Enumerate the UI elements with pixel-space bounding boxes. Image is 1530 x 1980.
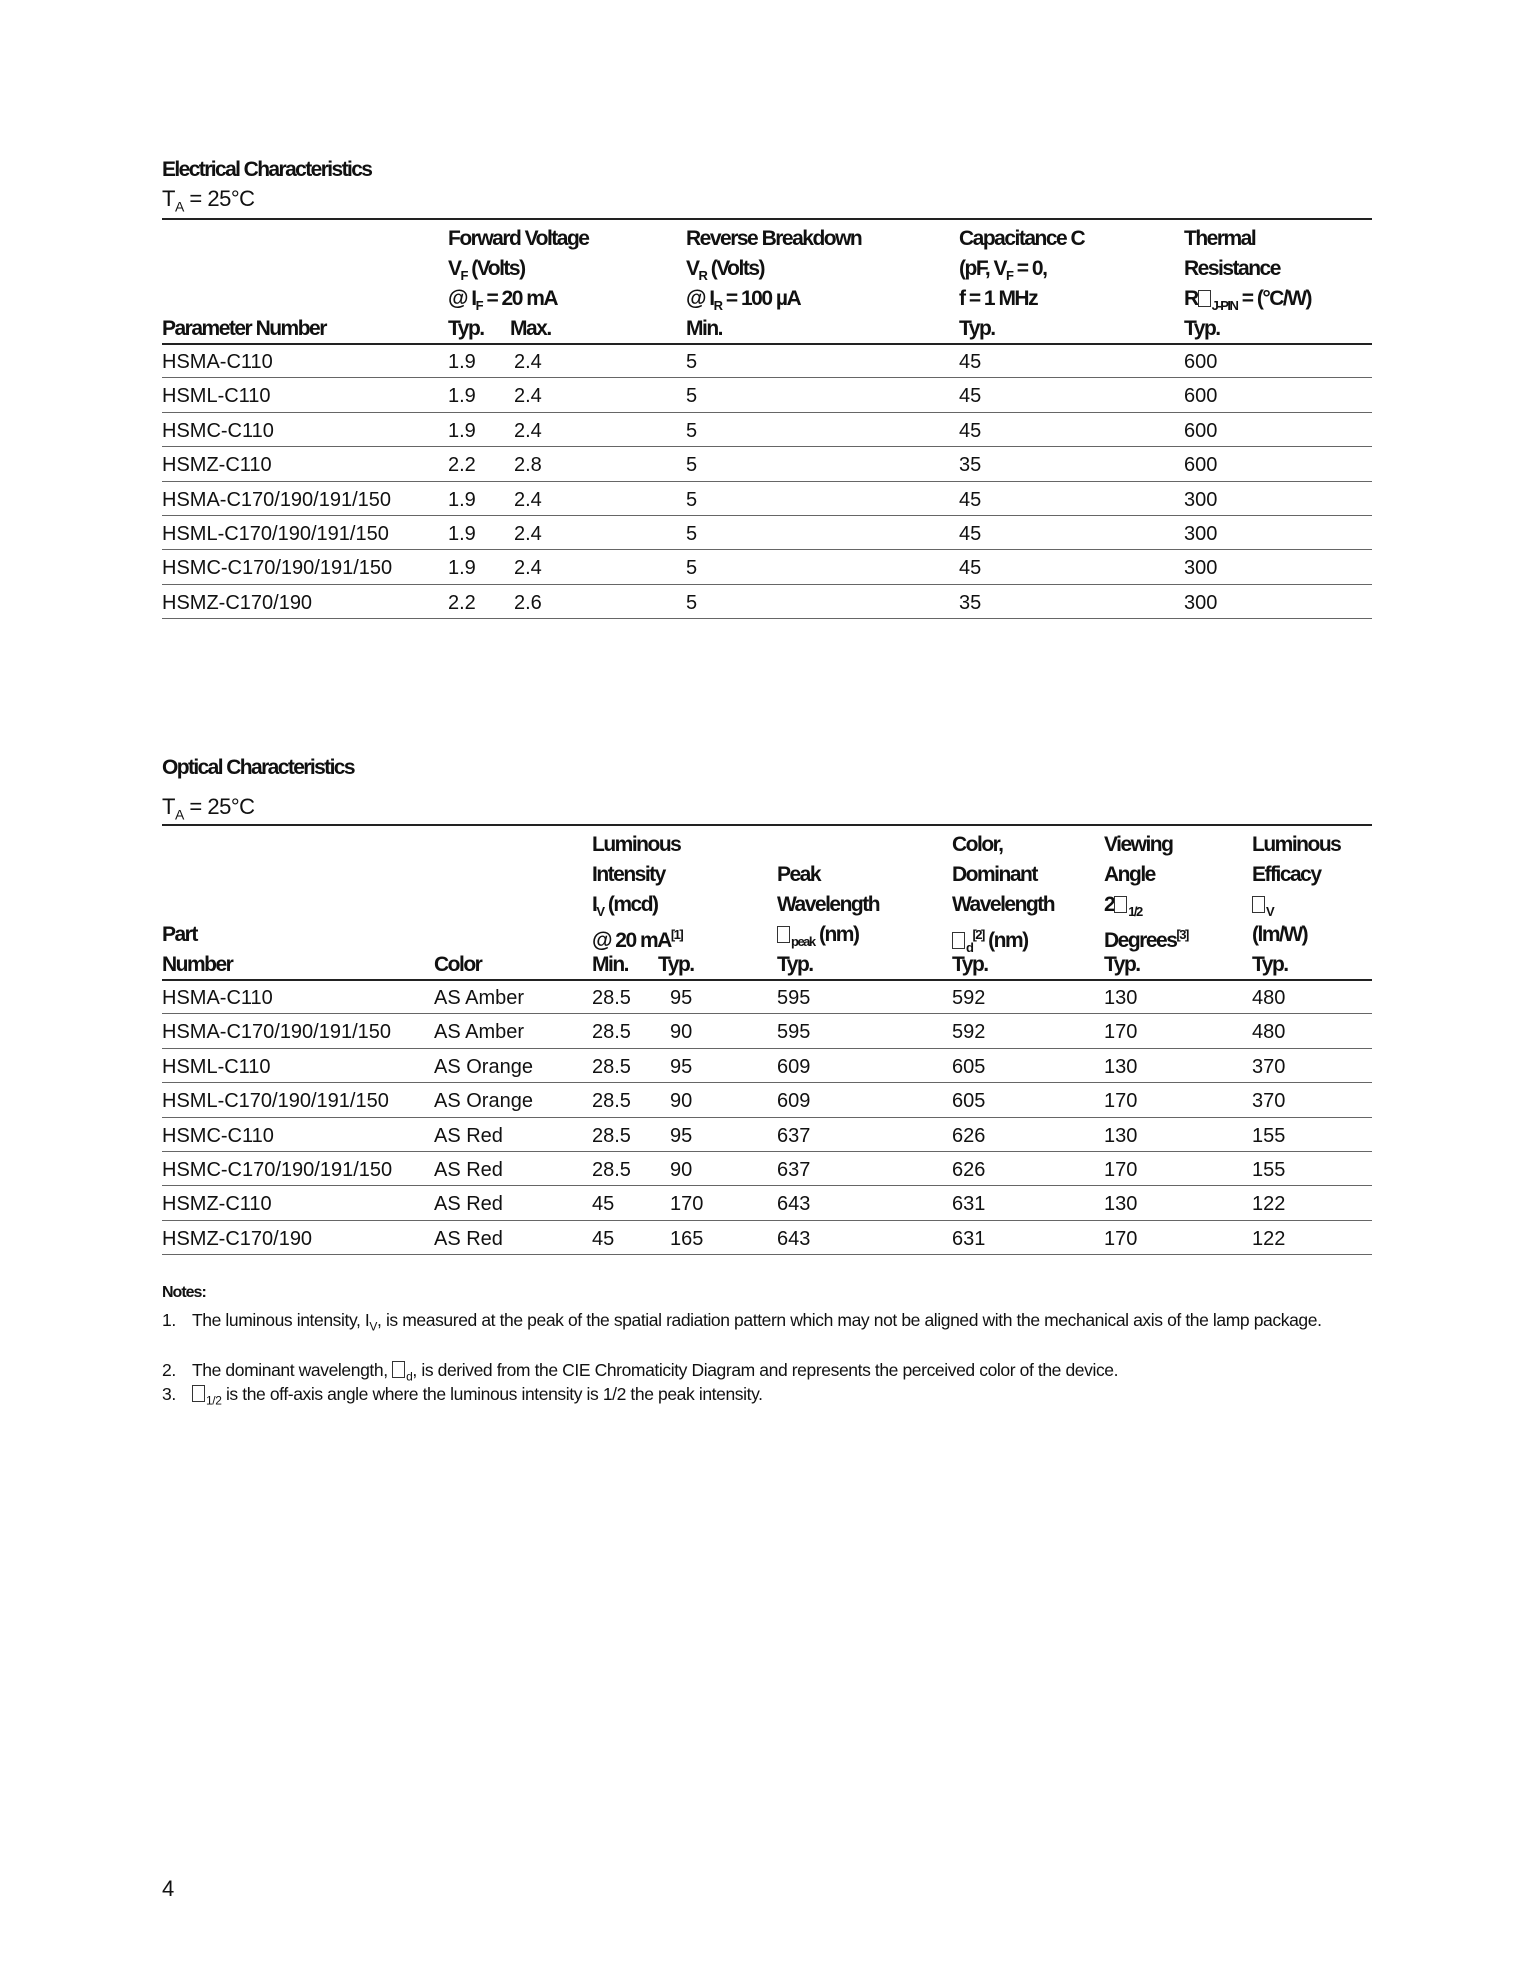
theta-icon: [192, 1385, 205, 1402]
cell-intensity-typ: 90: [670, 1021, 693, 1044]
header-vr-line2: $V_R$ (Volts): [686, 257, 765, 284]
cell-viewing-angle: 170: [1104, 1090, 1138, 1113]
cell-color: AS Red: [434, 1193, 503, 1216]
cell-vr-min: 5: [686, 419, 698, 442]
header-part-line1: Part: [162, 923, 197, 946]
cell-thermal-resistance: 600: [1184, 385, 1218, 408]
cell-dominant-wavelength: 592: [952, 1021, 986, 1044]
row-divider: [162, 549, 1372, 550]
cell-vf-typ: 1.9: [448, 419, 476, 442]
cell-part-number: HSMZ-C170/190: [162, 591, 313, 614]
cell-intensity-typ: 90: [670, 1090, 693, 1113]
cell-thermal-resistance: 300: [1184, 523, 1218, 545]
header-eff-line2: Efficacy: [1252, 863, 1321, 886]
cell-luminous-efficacy: 155: [1252, 1159, 1286, 1181]
row-divider: [162, 1220, 1372, 1221]
cell-peak-wavelength: 595: [777, 1021, 811, 1044]
cell-capacitance: 35: [959, 454, 982, 477]
header-color: Color: [434, 953, 482, 976]
cell-part-number: HSMA-C170/190/191/150: [162, 1021, 392, 1044]
header-th-line1: Thermal: [1184, 227, 1256, 250]
cell-part-number: HSMZ-C110: [162, 454, 272, 477]
cell-part-number: HSML-C110: [162, 1055, 271, 1078]
header-th-typ: Typ.: [1184, 317, 1220, 340]
cell-dominant-wavelength: 626: [952, 1159, 986, 1181]
header-eff-typ: Typ.: [1252, 953, 1288, 976]
cell-vr-min: 5: [686, 488, 698, 511]
row-divider: [162, 1013, 1372, 1014]
cell-peak-wavelength: 595: [777, 987, 811, 1009]
header-vf-max: Max.: [510, 317, 551, 340]
cell-capacitance: 45: [959, 419, 982, 442]
header-peak-line1: Peak: [777, 863, 821, 886]
cell-intensity-typ: 170: [670, 1193, 704, 1216]
header-vf-line3: @ $I_F = 20$ mA: [448, 287, 558, 314]
cell-part-number: HSML-C170/190/191/150: [162, 1090, 389, 1113]
cell-vr-min: 5: [686, 351, 698, 373]
cell-luminous-efficacy: 370: [1252, 1090, 1286, 1113]
row-divider: [162, 515, 1372, 516]
cell-dominant-wavelength: 631: [952, 1227, 986, 1250]
row-divider: [162, 1117, 1372, 1118]
header-vr-line3: @ $I_R = 100$ µA: [686, 287, 801, 314]
cell-peak-wavelength: 643: [777, 1227, 811, 1250]
cell-peak-wavelength: 637: [777, 1124, 811, 1147]
cell-thermal-resistance: 300: [1184, 591, 1218, 614]
header-dom-typ: Typ.: [952, 953, 988, 976]
cell-dominant-wavelength: 626: [952, 1124, 986, 1147]
cell-dominant-wavelength: 605: [952, 1055, 986, 1078]
cell-part-number: HSMA-C110: [162, 987, 273, 1009]
header-eff-line3: V: [1252, 890, 1273, 927]
cell-peak-wavelength: 643: [777, 1193, 811, 1216]
notes-title: Notes:: [162, 1284, 206, 1301]
header-peak-typ: Typ.: [777, 953, 813, 976]
electrical-condition: $T_A = 25^\circ C$: [162, 186, 255, 215]
optical-top-rule: [162, 824, 1372, 826]
cell-intensity-min: 28.5: [592, 1055, 631, 1078]
cell-part-number: HSMC-C110: [162, 1124, 274, 1147]
optical-title: Optical Characteristics: [162, 756, 354, 779]
header-lum-typ: Typ.: [658, 953, 694, 976]
cell-vr-min: 5: [686, 385, 698, 408]
theta-icon: [1198, 290, 1211, 307]
cell-capacitance: 35: [959, 591, 982, 614]
header-view-typ: Typ.: [1104, 953, 1140, 976]
cell-capacitance: 45: [959, 557, 982, 580]
cell-dominant-wavelength: 592: [952, 987, 986, 1009]
cell-vf-max: 2.4: [514, 419, 542, 442]
cell-viewing-angle: 130: [1104, 1124, 1138, 1147]
page-number: 4: [162, 1876, 175, 1901]
cell-viewing-angle: 170: [1104, 1021, 1138, 1044]
header-dom-line3: Wavelength: [952, 893, 1055, 916]
header-view-line1: Viewing: [1104, 833, 1173, 856]
lambda-icon: [777, 926, 790, 943]
optical-header-rule: [162, 979, 1372, 981]
cell-intensity-typ: 90: [670, 1159, 693, 1181]
row-divider: [162, 1048, 1372, 1049]
cell-intensity-min: 45: [592, 1193, 615, 1216]
cell-color: AS Amber: [434, 987, 525, 1009]
cell-part-number: HSMC-C170/190/191/150: [162, 1159, 393, 1181]
electrical-header-rule: [162, 343, 1372, 345]
cell-part-number: HSML-C170/190/191/150: [162, 523, 389, 545]
cell-vf-max: 2.4: [514, 523, 542, 545]
cell-peak-wavelength: 609: [777, 1055, 811, 1078]
row-divider: [162, 377, 1372, 378]
cell-intensity-min: 45: [592, 1227, 615, 1250]
cell-dominant-wavelength: 631: [952, 1193, 986, 1216]
cell-thermal-resistance: 600: [1184, 419, 1218, 442]
cell-dominant-wavelength: 605: [952, 1090, 986, 1113]
cell-intensity-typ: 165: [670, 1227, 704, 1250]
cell-vf-max: 2.4: [514, 488, 542, 511]
electrical-top-rule: [162, 218, 1372, 220]
header-peak-line2: Wavelength: [777, 893, 880, 916]
row-divider: [162, 1082, 1372, 1083]
cell-vf-typ: 2.2: [448, 454, 476, 477]
header-lum-line1: Luminous: [592, 833, 681, 856]
cell-intensity-min: 28.5: [592, 987, 631, 1009]
header-cap-line2: (pF, $V_F = 0$,: [959, 257, 1047, 284]
row-divider: [162, 618, 1372, 619]
cell-vf-typ: 1.9: [448, 351, 476, 373]
row-divider: [162, 446, 1372, 447]
cell-thermal-resistance: 600: [1184, 454, 1218, 477]
cell-luminous-efficacy: 480: [1252, 1021, 1286, 1044]
header-eff-line1: Luminous: [1252, 833, 1341, 856]
cell-peak-wavelength: 637: [777, 1159, 811, 1181]
cell-vf-typ: 1.9: [448, 523, 476, 545]
header-eff-line4: (lm/W): [1252, 923, 1308, 946]
cell-luminous-efficacy: 122: [1252, 1193, 1286, 1216]
cell-color: AS Orange: [434, 1090, 533, 1113]
header-dom-line4: $_d$[2] (nm): [952, 920, 1028, 963]
lambda-icon: [392, 1361, 405, 1378]
header-lum-line3: $I_V$ (mcd): [592, 893, 658, 920]
header-vf-line1: Forward Voltage: [448, 227, 589, 250]
cell-color: AS Red: [434, 1124, 503, 1147]
cell-capacitance: 45: [959, 351, 982, 373]
cell-color: AS Red: [434, 1227, 503, 1250]
cell-vf-max: 2.4: [514, 351, 542, 373]
cell-part-number: HSML-C110: [162, 385, 271, 408]
cell-luminous-efficacy: 480: [1252, 987, 1286, 1009]
cell-viewing-angle: 170: [1104, 1159, 1138, 1181]
cell-luminous-efficacy: 155: [1252, 1124, 1286, 1147]
optical-condition: $T_A = 25^\circ C$: [162, 794, 255, 823]
cell-viewing-angle: 170: [1104, 1227, 1138, 1250]
cell-vf-max: 2.4: [514, 557, 542, 580]
header-dom-line1: Color,: [952, 833, 1003, 856]
cell-viewing-angle: 130: [1104, 1193, 1138, 1216]
header-peak-line3: $_{peak}$ (nm): [777, 920, 858, 957]
cell-part-number: HSMC-C170/190/191/150: [162, 557, 393, 580]
cell-intensity-typ: 95: [670, 1124, 693, 1147]
header-view-line2: Angle: [1104, 863, 1155, 886]
cell-vr-min: 5: [686, 557, 698, 580]
cell-color: AS Amber: [434, 1021, 525, 1044]
electrical-title: Electrical Characteristics: [162, 158, 372, 181]
cell-thermal-resistance: 300: [1184, 488, 1218, 511]
row-divider: [162, 1151, 1372, 1152]
cell-luminous-efficacy: 370: [1252, 1055, 1286, 1078]
row-divider: [162, 584, 1372, 585]
header-lum-line4: @ 20 mA[1]: [592, 927, 683, 952]
cell-capacitance: 45: [959, 385, 982, 408]
cell-vf-typ: 1.9: [448, 557, 476, 580]
datasheet-page: Electrical Characteristics $T_A = 25^\circ C$ Forward Voltage $V_F$ (Volts) @ $I_F = 20$ mA Typ. Max. Reverse Breakdown $V_R$ (Volts) @ $I_R = 100$ µA Min. Capacitance C (pF, $V_F = 0$, f = 1 MHz Typ. Thermal Resistance R $_{J-PIN}$ = (°C/W) Typ. Parameter Number HSMA-C110 1.9 2.4 5 45 600 HSML-C110 1.9 2.4 5 45 600 HSMC-C110 1.9 2.4 5 45 600 HSMZ-C110 2.2 2.8 5 35 600 HSMA-C170/190/191/150 1.9 2.4 5 45 300 HSML-C170/190/191/150 1.9 2.4 5 45 300 HSMC-C170/190/191/150 1.9 2.4 5 45 300 HSMZ-C170/190 2.2 2.6 5 35 300 Optical Characteristics $T_A = 25^\circ C$ Part Number Color Luminous Intensity $I_V$ (mcd) @ 20 mA[1] Min. Typ. Peak Wavelength $_{peak}$ (nm) Typ. Color, Dominant Wavelength $_d$[2] (nm) Typ. Viewing Angle 2 $_{1/2}$ Degrees[3] Typ. Luminous Efficacy $_V$ (lm/W) Typ. HSMA-C110 AS Amber 28.5 95 595 592 130 480 HSMA-C170/190/191/150 AS Amber 28.5 90 595 592 170 480 HSML-C110 AS Orange 28.5 95 609 605 130 370 HSML-C170/190/191/150 AS Orange 28.5 90 609 605 170 370 HSMC-C110 AS Red 28.5 95 637 626 130 155 HSMC-C170/190/191/150 AS Red 28.5 90 637 626 170 155 HSMZ-C110 AS Red 45 170 643 631 130 122 HSMZ-C170/190 AS Red 45 165 643 631 170 122 Notes: 1. The luminous intensity, $I_V$, is measured at the peak of the spatial radiation pattern which may not be aligned with the mechanical axis of the lamp package. 2. The dominant wavelength, $_d$, is derived from the CIE Chromaticity Diagram and represents the perceived color of the device. 3. $_{1/2}$ is the off-axis angle where the luminous intensity is 1/2 the peak intensity. 4: [0, 0, 1530, 1980]
cell-vf-max: 2.4: [514, 385, 542, 408]
cell-capacitance: 45: [959, 523, 982, 545]
cell-intensity-min: 28.5: [592, 1159, 631, 1181]
header-view-line4: Degrees[3]: [1104, 927, 1188, 952]
cell-color: AS Orange: [434, 1055, 533, 1078]
cell-thermal-resistance: 600: [1184, 351, 1218, 373]
header-lum-line2: Intensity: [592, 863, 665, 886]
lambda-icon: [952, 932, 965, 949]
header-param: Parameter Number: [162, 317, 326, 340]
header-th-line2: Resistance: [1184, 257, 1280, 280]
row-divider: [162, 481, 1372, 482]
cell-part-number: HSMZ-C170/190: [162, 1227, 313, 1250]
row-divider: [162, 412, 1372, 413]
cell-capacitance: 45: [959, 488, 982, 511]
cell-intensity-typ: 95: [670, 1055, 693, 1078]
cell-vf-max: 2.8: [514, 454, 542, 477]
header-vf-typ: Typ.: [448, 317, 484, 340]
cell-vr-min: 5: [686, 454, 698, 477]
cell-vf-typ: 2.2: [448, 591, 476, 614]
cell-color: AS Red: [434, 1159, 503, 1181]
cell-part-number: HSMA-C170/190/191/150: [162, 488, 392, 511]
header-cap-typ: Typ.: [959, 317, 995, 340]
cell-intensity-min: 28.5: [592, 1021, 631, 1044]
cell-part-number: HSMC-C110: [162, 419, 274, 442]
header-vr-min: Min.: [686, 317, 722, 340]
theta-icon: [1114, 896, 1127, 913]
header-cap-line1: Capacitance C: [959, 227, 1085, 250]
eta-icon: [1252, 896, 1265, 913]
cell-intensity-min: 28.5: [592, 1124, 631, 1147]
cell-thermal-resistance: 300: [1184, 557, 1218, 580]
cell-viewing-angle: 130: [1104, 987, 1138, 1009]
row-divider: [162, 1185, 1372, 1186]
cell-vf-max: 2.6: [514, 591, 542, 614]
row-divider: [162, 1254, 1372, 1255]
cell-part-number: HSMZ-C110: [162, 1193, 272, 1216]
cell-vr-min: 5: [686, 591, 698, 614]
header-th-line3: R $_{J-PIN}$ = (°C/W): [1184, 287, 1312, 314]
cell-vf-typ: 1.9: [448, 488, 476, 511]
header-dom-line2: Dominant: [952, 863, 1037, 886]
cell-intensity-typ: 95: [670, 987, 693, 1009]
header-view-line3: 2 $_{1/2}$: [1104, 893, 1142, 920]
header-cap-line3: f = 1 MHz: [959, 287, 1038, 310]
cell-peak-wavelength: 609: [777, 1090, 811, 1113]
header-lum-min: Min.: [592, 953, 628, 976]
cell-part-number: HSMA-C110: [162, 351, 273, 373]
cell-luminous-efficacy: 122: [1252, 1227, 1286, 1250]
cell-viewing-angle: 130: [1104, 1055, 1138, 1078]
cell-vr-min: 5: [686, 523, 698, 545]
header-vf-line2: $V_F$ (Volts): [448, 257, 525, 284]
header-vr-line1: Reverse Breakdown: [686, 227, 862, 250]
header-part-line2: Number: [162, 953, 233, 976]
cell-intensity-min: 28.5: [592, 1090, 631, 1113]
cell-vf-typ: 1.9: [448, 385, 476, 408]
